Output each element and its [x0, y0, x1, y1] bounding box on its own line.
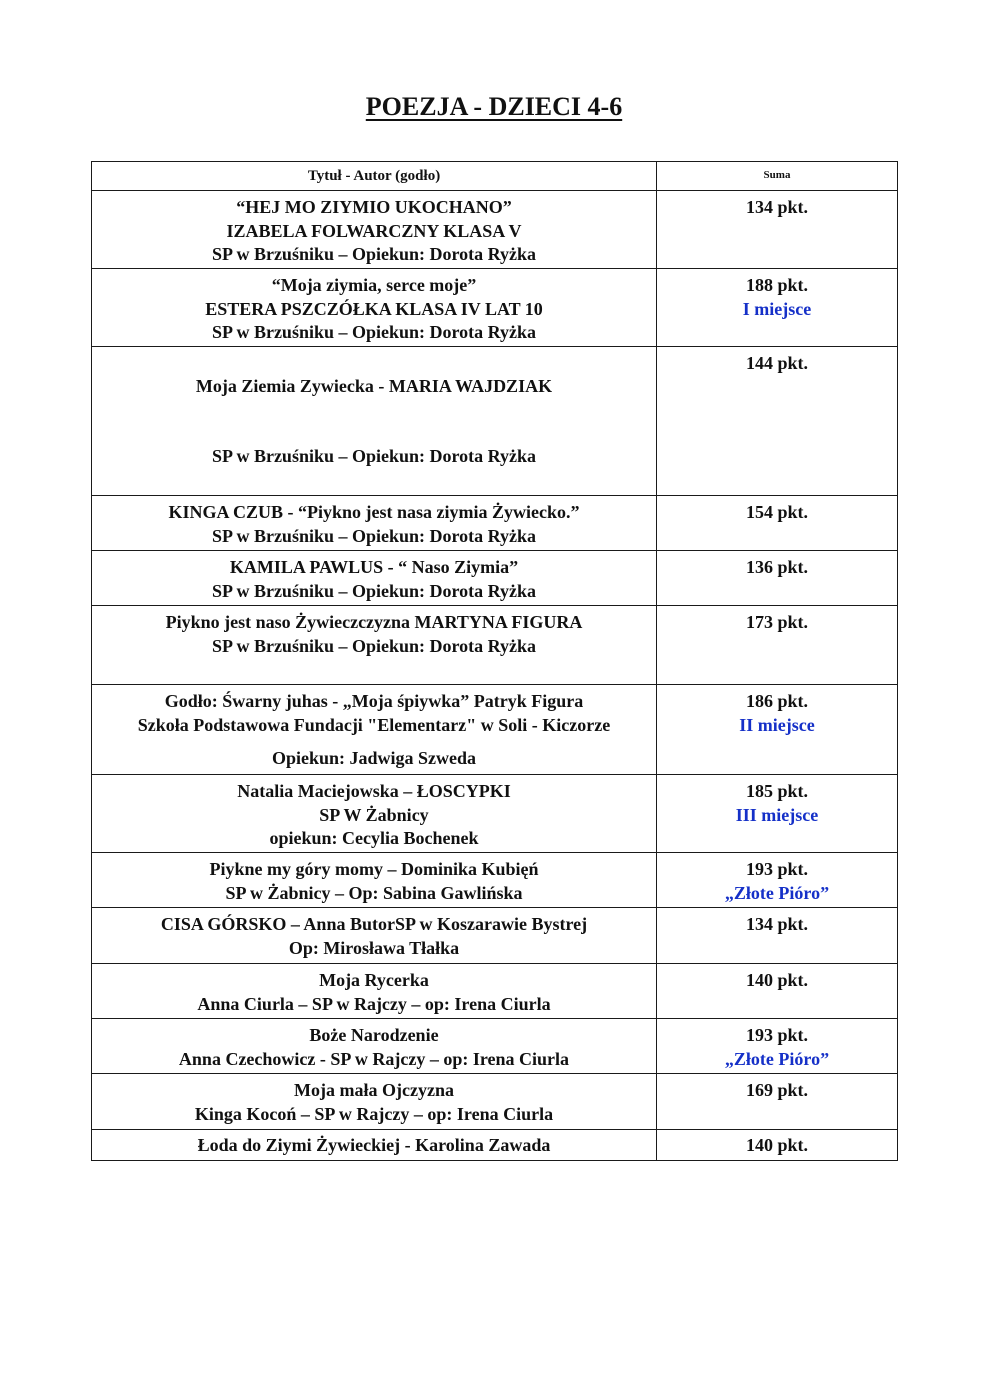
entry-line: Moja mała Ojczyzna	[294, 1080, 454, 1100]
score: 185 pkt.	[745, 781, 808, 801]
score: 140 pkt.	[745, 1135, 808, 1155]
column-header-entry: Tytuł - Autor (godło)	[92, 162, 657, 191]
entry-line: SP w Brzuśniku – Opiekun: Dorota Ryżka	[211, 445, 537, 466]
score: 186 pkt.	[745, 691, 808, 711]
entry-line: SP w Brzuśniku – Opiekun: Dorota Ryżka	[211, 322, 537, 342]
entry-line: SP w Brzuśniku – Opiekun: Dorota Ryżka	[211, 525, 537, 546]
entry-line: IZABELA FOLWARCZNY KLASA V	[226, 220, 522, 241]
entry-line: CISA GÓRSKO – Anna ButorSP w Koszarawie Bystrej	[160, 914, 588, 934]
entry-line: Kinga Kocoń – SP w Rajczy – op: Irena Ciurla	[194, 1103, 554, 1124]
entry-line: Szkoła Podstawowa Fundacji "Elementarz" w Soli - Kiczorze	[137, 714, 611, 735]
page-title: POEZJA - DZIECI 4-6	[365, 92, 623, 121]
entry-line: Moja Rycerka	[319, 970, 429, 990]
table-row	[92, 964, 898, 1019]
entry-line: SP w Brzuśniku – Opiekun: Dorota Ryżka	[211, 635, 537, 656]
score: 134 pkt.	[745, 914, 808, 934]
score: 136 pkt.	[745, 557, 808, 577]
score: 169 pkt.	[745, 1080, 808, 1100]
entry-line: Natalia Maciejowska – ŁOSCYPKI	[237, 781, 511, 801]
entry-line: KINGA CZUB - “Piykno jest nasa ziymia Żywiecko.”	[168, 502, 580, 522]
place-label: „Złote Pióro”	[724, 882, 830, 903]
table-row	[92, 496, 898, 551]
place-label: „Złote Pióro”	[724, 1048, 830, 1069]
column-header-sum: Suma	[657, 162, 898, 191]
table-row	[92, 775, 898, 853]
score: 188 pkt.	[745, 275, 808, 295]
table-row	[92, 853, 898, 908]
entry-line: SP W Żabnicy	[319, 804, 429, 825]
table-row	[92, 1074, 898, 1130]
place-label: III miejsce	[735, 804, 819, 825]
table-row	[92, 606, 898, 685]
score: 193 pkt.	[745, 859, 808, 879]
entry-line: Op: Mirosława Tłałka	[288, 937, 460, 958]
table-row	[92, 191, 898, 269]
score: 154 pkt.	[745, 502, 808, 522]
entry-line: SP w Brzuśniku – Opiekun: Dorota Ryżka	[211, 244, 537, 264]
entry-line: Godło: Śwarny juhas - „Moja śpiywka” Patryk Figura	[164, 691, 584, 711]
entry-line: Moja Ziemia Zywiecka - MARIA WAJDZIAK	[195, 376, 553, 396]
table-row	[92, 1019, 898, 1074]
score: 144 pkt.	[745, 353, 808, 373]
place-label: I miejsce	[742, 298, 812, 319]
entry-line: opiekun: Cecylia Bochenek	[269, 828, 479, 848]
entry-line: Piykno jest naso Żywieczczyzna MARTYNA FIGURA	[165, 612, 583, 632]
entry-line: KAMILA PAWLUS - “ Naso Ziymia”	[229, 557, 519, 577]
score: 140 pkt.	[745, 970, 808, 990]
entry-line: Opiekun: Jadwiga Szweda	[271, 748, 477, 768]
table-row	[92, 1130, 898, 1161]
table-header-row	[92, 162, 898, 191]
entry-line: SP w Brzuśniku – Opiekun: Dorota Ryżka	[211, 580, 537, 601]
table-row	[92, 269, 898, 347]
entry-line: Anna Ciurla – SP w Rajczy – op: Irena Ciurla	[197, 993, 551, 1014]
score: 173 pkt.	[745, 612, 808, 632]
entry-line: SP w Żabnicy – Op: Sabina Gawlińska	[225, 882, 523, 903]
table-row	[92, 685, 898, 775]
entry-line: Anna Czechowicz - SP w Rajczy – op: Irena Ciurla	[178, 1048, 570, 1069]
entry-line: “Moja ziymia, serce moje”	[271, 275, 477, 295]
score: 134 pkt.	[745, 197, 808, 217]
results-table	[91, 161, 898, 1161]
entry-line: Boże Narodzenie	[309, 1025, 439, 1045]
place-label: II miejsce	[739, 714, 815, 735]
table-row	[92, 908, 898, 964]
entry-line: ESTERA PSZCZÓŁKA KLASA IV LAT 10	[205, 298, 543, 319]
score: 193 pkt.	[745, 1025, 808, 1045]
entry-line: “HEJ MO ZIYMIO UKOCHANO”	[236, 197, 512, 217]
entry-line: Łoda do Ziymi Żywieckiej - Karolina Zawada	[197, 1135, 551, 1155]
table-row	[92, 551, 898, 606]
table-row	[92, 347, 898, 496]
entry-line: Piykne my góry momy – Dominika Kubięń	[209, 859, 539, 879]
